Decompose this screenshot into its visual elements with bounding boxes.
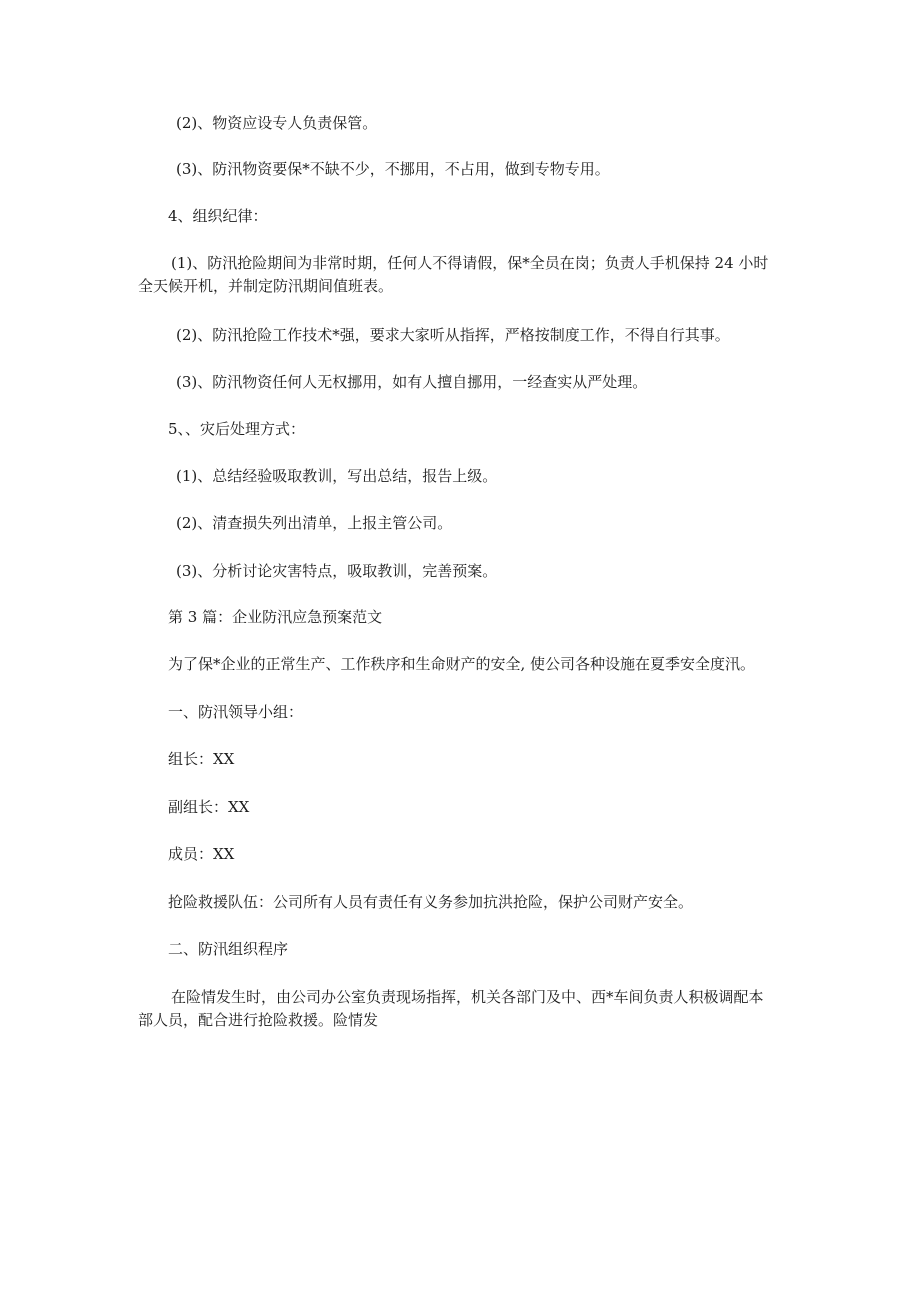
section-title-article-3: 第 3 篇：企业防汛应急预案范文	[168, 608, 383, 626]
paragraph-analyze-disaster: (3)、分析讨论灾害特点，吸取教训，完善预案。	[176, 562, 498, 580]
paragraph-discipline-on-duty	[138, 252, 768, 298]
paragraph-line: 部人员，配合进行抢险救援。险情发	[138, 1011, 379, 1029]
heading-organization-discipline: 4、组织纪律：	[168, 207, 268, 225]
paragraph-deputy-leader: 副组长：XX	[168, 798, 250, 816]
paragraph-members: 成员：XX	[168, 845, 235, 863]
paragraph-group-leader: 组长：XX	[168, 750, 235, 768]
heading-leadership-group: 一、防汛领导小组：	[168, 703, 304, 721]
paragraph-line: (1)、防汛抢险期间为非常时期，任何人不得请假，保*全员在岗；负责人手机保持 24 小时	[171, 254, 769, 272]
paragraph-material-dedicated-use: (3)、防汛物资要保*不缺不少，不挪用，不占用，做到专物专用。	[176, 160, 610, 178]
paragraph-rescue-team: 抢险救援队伍：公司所有人员有责任有义务参加抗洪抢险，保护公司财产安全。	[168, 893, 694, 911]
paragraph-line: 全天候开机，并制定防汛期间值班表。	[138, 277, 394, 295]
paragraph-discipline-follow-command: (2)、防汛抢险工作技术*强，要求大家听从指挥，严格按制度工作，不得自行其事。	[176, 326, 730, 344]
paragraph-purpose: 为了保*企业的正常生产、工作秩序和生命财产的安全, 使公司各种设施在夏季安全度汛。	[168, 655, 756, 673]
paragraph-emergency-procedure	[138, 986, 764, 1032]
paragraph-discipline-no-misuse: (3)、防汛物资任何人无权挪用，如有人擅自挪用，一经查实从严处理。	[176, 373, 648, 391]
paragraph-line: 在险情发生时，由公司办公室负责现场指挥，机关各部门及中、西*车间负责人积极调配本	[171, 988, 764, 1006]
paragraph-material-custody: (2)、物资应设专人负责保管。	[176, 114, 378, 132]
heading-organization-procedure: 二、防汛组织程序	[168, 940, 289, 958]
paragraph-summarize-lessons: (1)、总结经验吸取教训，写出总结，报告上级。	[176, 467, 498, 485]
heading-post-disaster-handling: 5、、灾后处理方式：	[168, 420, 306, 438]
paragraph-list-losses: (2)、清查损失列出清单，上报主管公司。	[176, 514, 453, 532]
